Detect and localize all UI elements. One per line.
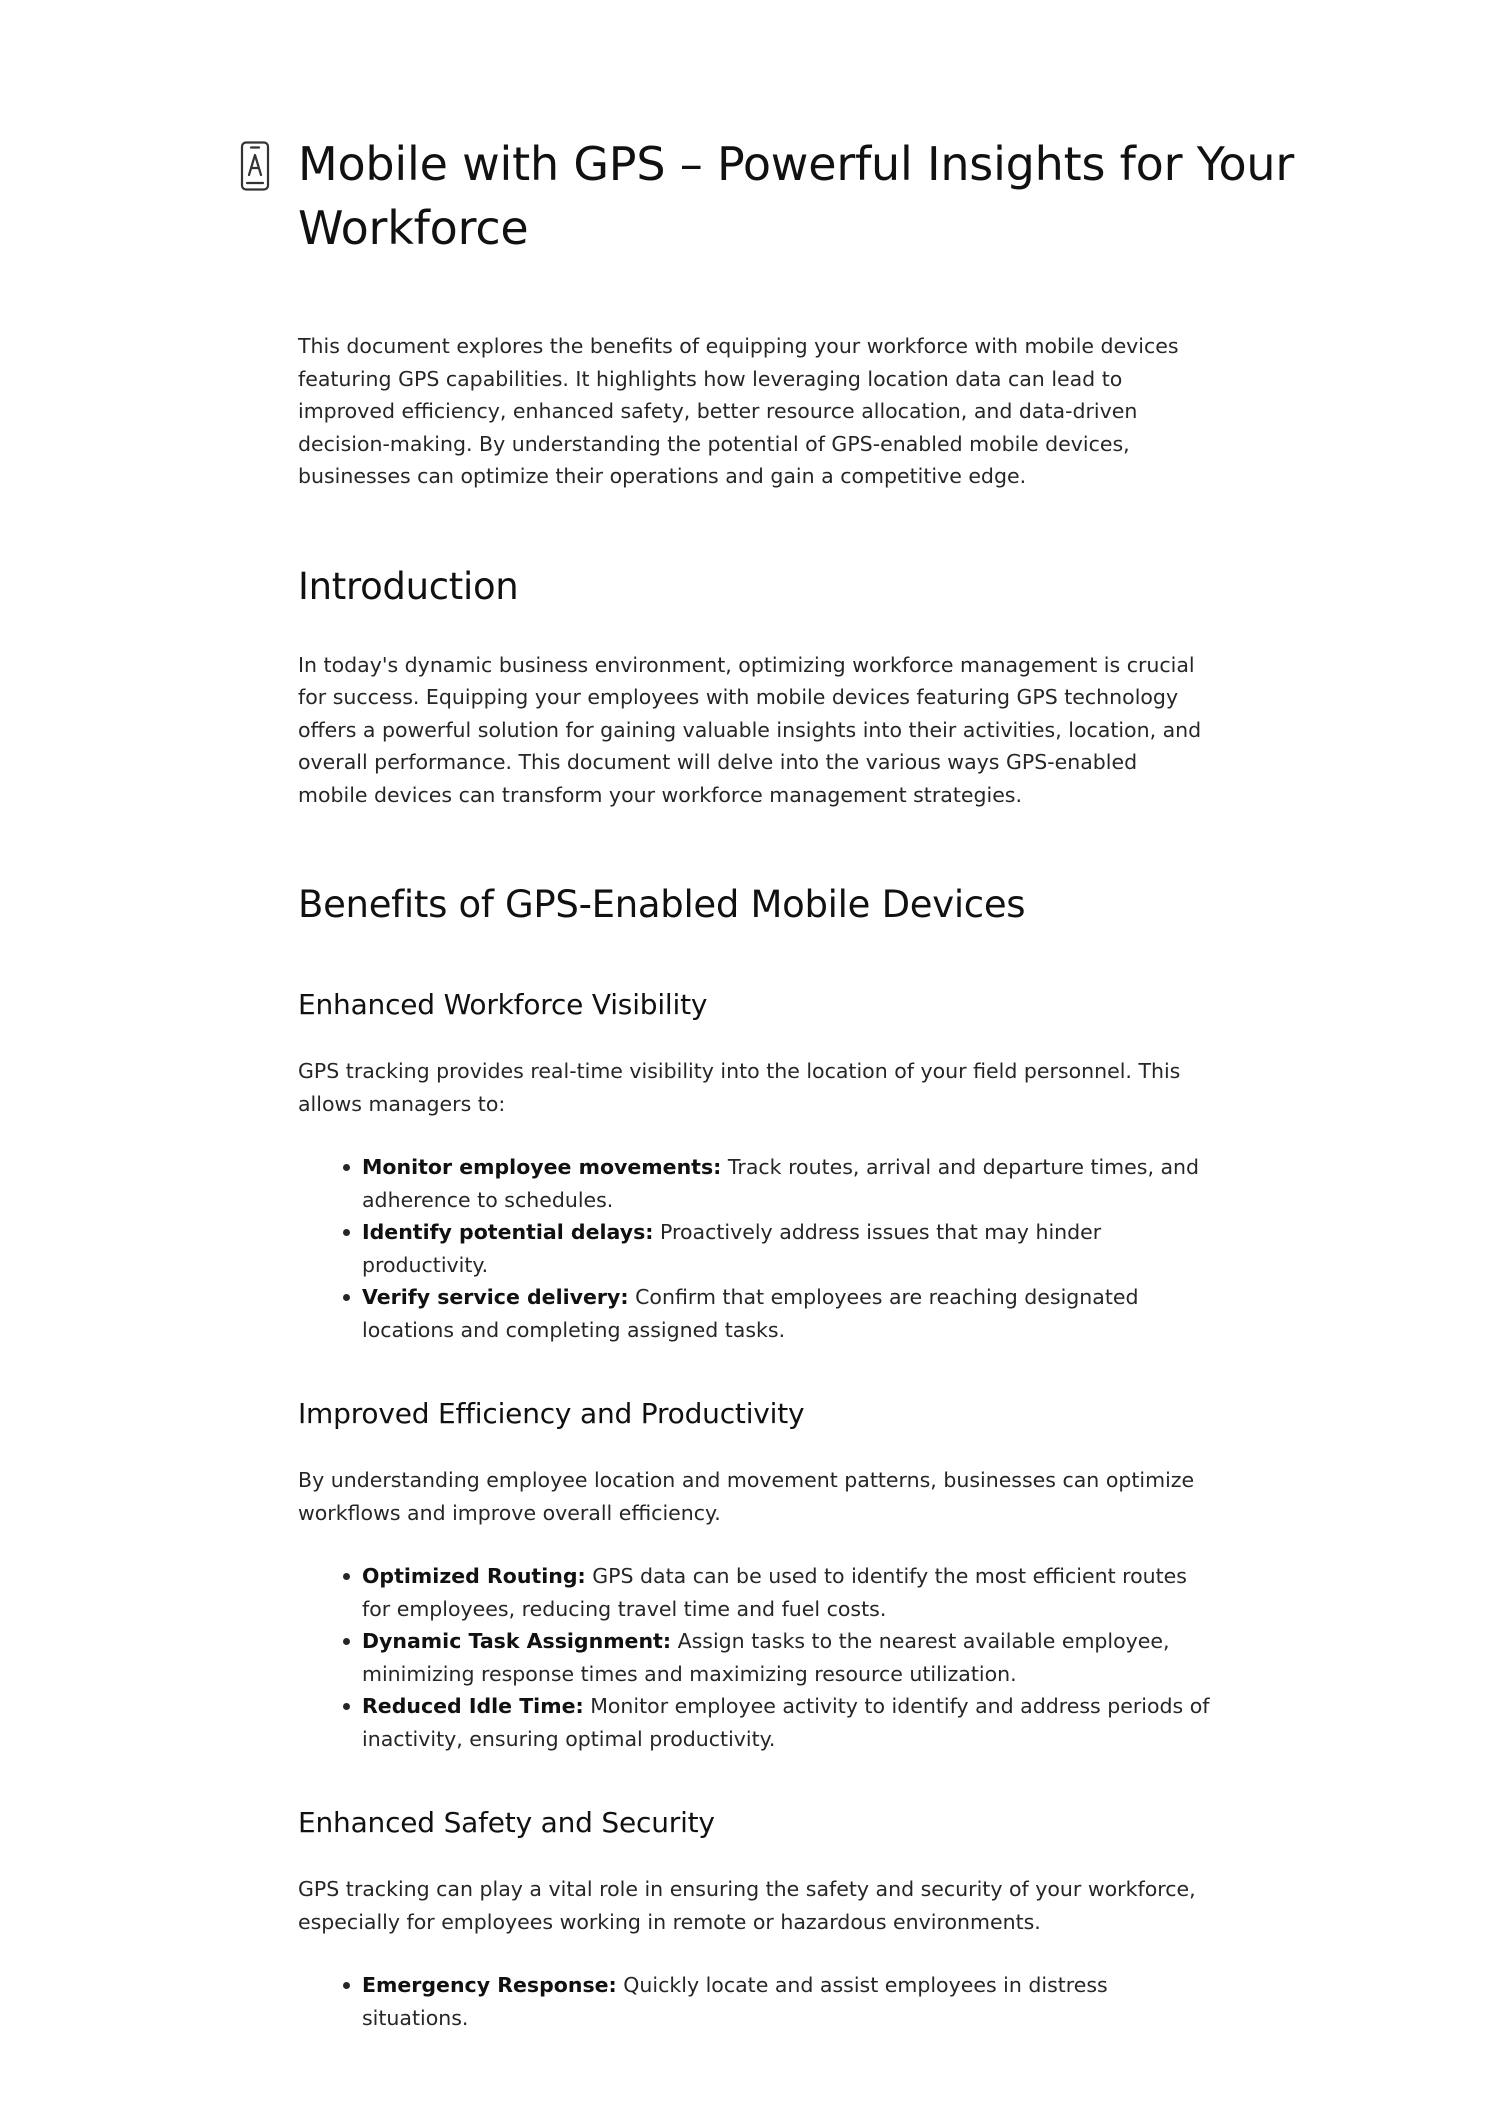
document-title: Mobile with GPS – Powerful Insights for Your Workforce	[298, 137, 1295, 255]
list-item-term: Optimized Routing:	[362, 1564, 586, 1588]
efficiency-subheading: Improved Efficiency and Productivity	[298, 1397, 805, 1430]
benefits-heading: Benefits of GPS-Enabled Mobile Devices	[298, 883, 1026, 926]
list-item-term: Dynamic Task Assignment:	[362, 1629, 672, 1653]
list-item-text: Monitor employee activity to identify and address periods of inactivity, ensuring optimal productivity.	[362, 1694, 1210, 1751]
summary-paragraph: This document explores the benefits of equipping your workforce with mobile devices featuring GPS capabilities. It highlights how leveraging location data can lead to improved efficiency, enhanced safety, better resource allocation, and data-driven decision-making. By understanding the potential of GPS-enabled mobile devices, businesses can optimize their operations and gain a competitive edge.	[298, 334, 1179, 488]
safety-paragraph: GPS tracking can play a vital role in ensuring the safety and security of your workforce, especially for employees working in remote or hazardous environments.	[298, 1877, 1196, 1934]
list-item-text: Assign tasks to the nearest available employee, minimizing response times and maximizing resource utilization.	[362, 1629, 1170, 1686]
list-item	[362, 1281, 1210, 1346]
list-item-text: Confirm that employees are reaching designated locations and completing assigned tasks.	[362, 1285, 1139, 1342]
list-item-term: Identify potential delays:	[362, 1220, 654, 1244]
list-item-term: Emergency Response:	[362, 1973, 617, 1997]
visibility-paragraph: GPS tracking provides real-time visibility into the location of your field personnel. This allows managers to:	[298, 1059, 1181, 1116]
list-item-text: Proactively address issues that may hinder productivity.	[362, 1220, 1102, 1277]
visibility-subheading: Enhanced Workforce Visibility	[298, 988, 708, 1021]
list-item	[362, 1560, 1210, 1625]
safety-list	[298, 1969, 1210, 2034]
list-item	[362, 1690, 1210, 1755]
mobile-gps-icon	[240, 141, 270, 191]
list-item-term: Monitor employee movements:	[362, 1155, 722, 1179]
list-item-text: Track routes, arrival and departure times, and adherence to schedules.	[362, 1155, 1200, 1212]
list-item	[362, 1625, 1210, 1690]
list-item-text: GPS data can be used to identify the most efficient routes for employees, reducing travel time and fuel costs.	[362, 1564, 1187, 1621]
list-item-term: Reduced Idle Time:	[362, 1694, 584, 1718]
visibility-list	[298, 1151, 1210, 1346]
list-item-text: Quickly locate and assist employees in distress situations.	[362, 1973, 1108, 2030]
efficiency-paragraph: By understanding employee location and movement patterns, businesses can optimize workflows and improve overall efficiency.	[298, 1468, 1195, 1525]
list-item-term: Verify service delivery:	[362, 1285, 629, 1309]
list-item	[362, 1216, 1210, 1281]
document-body	[298, 330, 1210, 2034]
introduction-paragraph: In today's dynamic business environment, optimizing workforce management is crucial for success. Equipping your employees with mobile devices featuring GPS technology offers a powerful solution for gaining valuable insights into their activities, location, and overall performance. This document will delve into the various ways GPS-enabled mobile devices can transform your workforce management strategies.	[298, 652, 1202, 807]
list-item	[362, 1151, 1210, 1216]
safety-subheading: Enhanced Safety and Security	[298, 1806, 715, 1839]
list-item	[362, 1969, 1210, 2034]
introduction-heading: Introduction	[298, 564, 519, 608]
efficiency-list	[298, 1560, 1210, 1755]
